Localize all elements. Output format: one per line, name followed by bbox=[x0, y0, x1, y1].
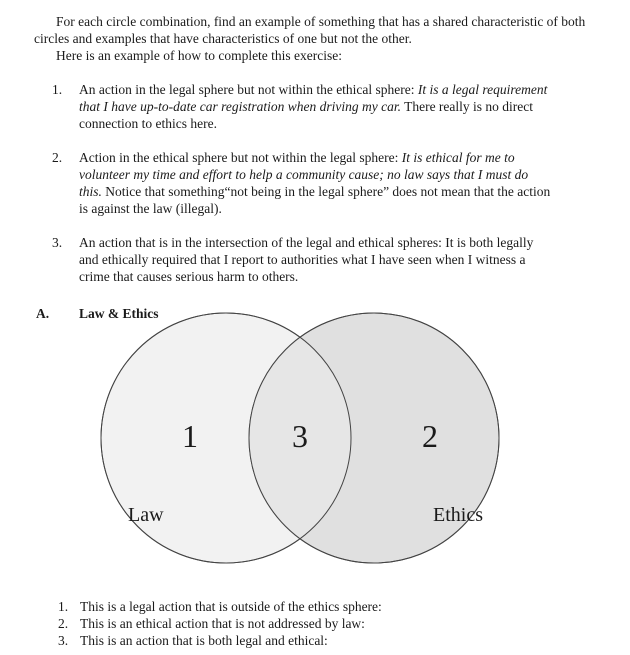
question-number: 3. bbox=[58, 633, 69, 648]
section-letter: A. bbox=[36, 306, 50, 321]
question-item-1 bbox=[58, 598, 382, 615]
question-item-3 bbox=[58, 632, 328, 649]
intro-instructions: For each circle combination, find an example of something that has a shared characteristic of both circles and examples that have characteristics of one but not the other. bbox=[34, 14, 586, 46]
example-text: An action in the legal sphere but not within the ethical sphere: It is a legal requirement that I have up-to-date car registration when driving my car. There really is no direct connection to ethics here. bbox=[79, 82, 548, 131]
example-number: 2. bbox=[52, 150, 63, 165]
region-label-center: 3 bbox=[292, 418, 308, 454]
region-label-left: 1 bbox=[182, 418, 198, 454]
question-number: 1. bbox=[58, 599, 69, 614]
section-title: Law & Ethics bbox=[79, 306, 159, 321]
question-item-2 bbox=[58, 615, 365, 632]
example-number: 1. bbox=[52, 82, 63, 97]
intro-example-lead: Here is an example of how to complete this exercise: bbox=[56, 48, 343, 63]
question-text: This is an action that is both legal and ethical: bbox=[80, 633, 328, 648]
question-text: This is an ethical action that is not addressed by law: bbox=[80, 616, 365, 631]
ethics-label: Ethics bbox=[433, 504, 483, 526]
example-text: An action that is in the intersection of the legal and ethical spheres: It is both legally and ethically required that I report to authorities what I have seen when I witness a crime that causes serious harm to others. bbox=[79, 235, 534, 284]
law-label: Law bbox=[128, 504, 164, 526]
question-number: 2. bbox=[58, 616, 69, 631]
question-text: This is a legal action that is outside of the ethics sphere: bbox=[80, 599, 382, 614]
example-number: 3. bbox=[52, 235, 63, 250]
region-label-right: 2 bbox=[422, 418, 438, 454]
example-text: Action in the ethical sphere but not within the legal sphere: It is ethical for me to volunteer my time and effort to help a community cause; no law says that I must do this. Notice that something“not being in the legal sphere” does not mean that the action is against the law (illegal). bbox=[79, 150, 551, 216]
